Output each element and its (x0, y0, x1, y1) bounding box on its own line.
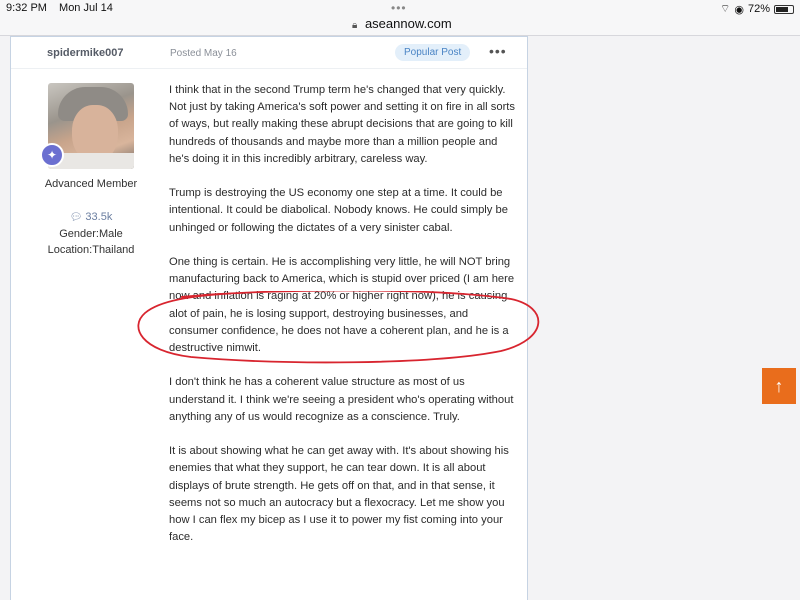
status-indicators (720, 2, 794, 16)
lock-icon: 🔒︎ (352, 20, 358, 31)
post-header (11, 37, 527, 69)
post-paragraph: Trump is destroying the US economy one step at a time. It could be intentional. It could be diabolical. Nobody knows. He could simply be unhinged or following the dictates of a very sinister cabal. (169, 187, 508, 234)
post-count-value: 33.5k (85, 211, 113, 223)
scroll-to-top-button[interactable]: ↑ (762, 368, 796, 404)
post-paragraph: I don't think he has a coherent value structure as most of us understand it. I think we're seeing a president who's operating without anything any of us would recognize as a conscience. Truly. (169, 376, 514, 423)
status-date: Mon Jul 14 (59, 2, 113, 14)
url-text: aseannow.com (364, 16, 452, 31)
popular-post-badge: Popular Post (395, 44, 470, 61)
address-bar[interactable] (352, 16, 452, 31)
post-paragraph: One thing is certain. He is accomplishing very little, he will NOT bring manufacturing back to America, which is stupid over priced (I am here now and inflation is raging at 20% or higher right now), he is causing alot of pain, he is losing support, destroying businesses, and consumer confidence, he does not have a coherent plan, and he is a destructive nimwit. (169, 256, 515, 355)
location-icon: ◉ (734, 3, 744, 16)
status-clock (6, 2, 122, 14)
status-time: 9:32 PM (6, 2, 47, 14)
battery-icon (774, 5, 794, 14)
post-paragraph: It is about showing what he can get away with. It's about showing his enemies that what they support, he can tear down. It is all about displays of brute strength. He gets off on that, and in that sense, it seems not so much an autocracy but a flexocracy. Let me show you how I can flex my bicep as I use it to power my fist coming into your face. (169, 445, 509, 544)
forum-post (10, 36, 528, 600)
author-name[interactable]: spidermike007 (47, 47, 124, 59)
author-gender: Gender:Male (59, 228, 123, 240)
author-location: Location:Thailand (47, 244, 135, 256)
browser-menu-dots[interactable]: ••• (391, 1, 407, 15)
battery-percent: 72% (747, 3, 770, 15)
post-options-button[interactable]: ••• (489, 43, 507, 59)
post-content (169, 82, 519, 564)
rank-badge-icon: ✦ (40, 143, 64, 167)
post-count (11, 209, 171, 226)
comment-icon: 💬︎ (69, 212, 83, 223)
member-rank: Advanced Member (44, 178, 138, 190)
browser-top-bar (0, 0, 800, 36)
wifi-icon: ⌔ (720, 3, 731, 15)
post-paragraph: I think that in the second Trump term he's changed that very quickly. Not just by taking America's soft power and setting it on fire in all sorts of ways, but really making these abrupt decisions that are going to kill hundreds of thousands and maybe more than a million people and he's doing it in this incredibly arbitrary, careless way. (169, 84, 515, 165)
post-date[interactable]: Posted May 16 (170, 48, 237, 59)
author-stats (11, 209, 171, 258)
